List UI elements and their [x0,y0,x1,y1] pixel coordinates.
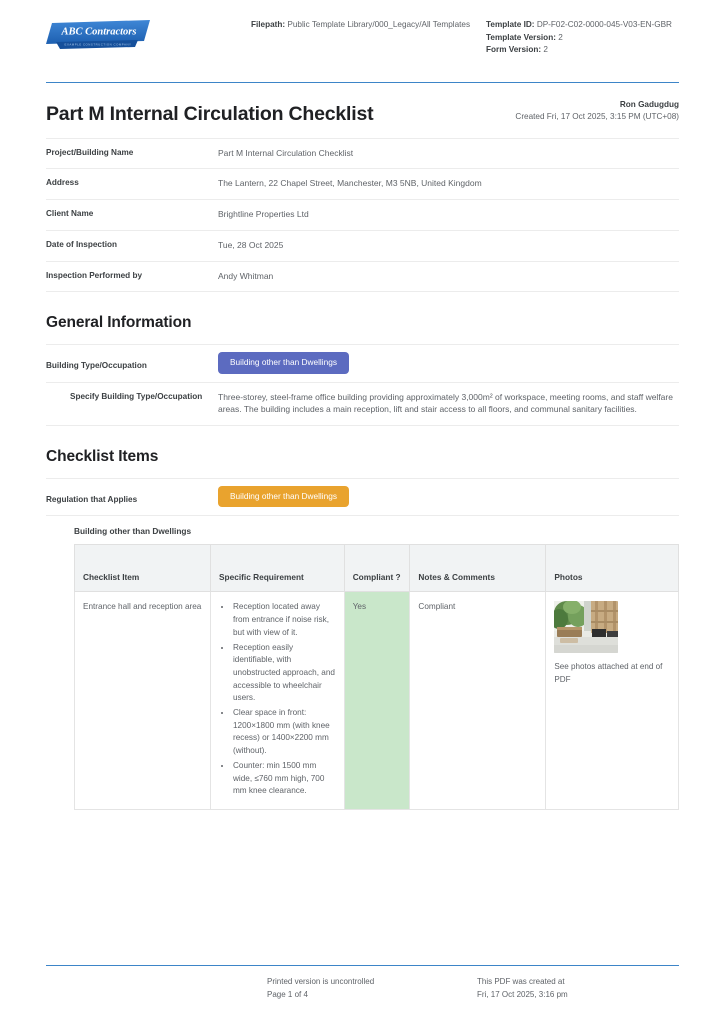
field-label: Address [46,178,79,188]
cell-photos [546,592,679,810]
field-label: Specify Building Type/Occupation [70,391,203,401]
cell-notes-comments: Compliant [410,592,546,810]
pdf-created-label: This PDF was created at [477,977,565,987]
section-heading-general-information: General Information [46,314,192,332]
column-header-notes-comments: Notes & Comments [410,545,546,592]
field-label: Date of Inspection [46,239,117,249]
field-row-specify-building-type [46,383,679,427]
field-value: Three-storey, steel-frame office building providing approximately 3,000m² of workspace, meeting rooms, and staff welfare areas. The building includes a main reception, lift and stair access to all floors, and communal sanitary facilities. [218,391,673,415]
requirement-item: • Reception located away from entrance if noise risk, but with view of it. [232,601,336,639]
reception-photo-image [554,601,618,653]
template-meta-block [476,16,679,57]
footer-print-block [267,976,477,1002]
cell-compliant-answer: Yes [344,592,410,810]
template-id-value: DP-F02-C02-0000-045-V03-EN-GBR [536,20,672,29]
filepath-label: Filepath: [251,20,286,29]
column-header-checklist-item: Checklist Item [75,545,211,592]
field-row-inspection-performed-by [46,262,679,293]
footer-divider [46,965,679,966]
field-label: Regulation that Applies [46,494,138,504]
column-header-photos: Photos [546,545,679,592]
template-id-row [486,19,679,32]
form-version-value: 2 [543,45,548,55]
filepath-block [251,16,476,32]
author-name: Ron Gadugdug [619,100,679,109]
column-header-specific-requirement: Specific Requirement [210,545,344,592]
photo-thumbnail [554,601,618,653]
requirement-item: • Clear space in front: 1200×1800 mm (with knee recess) or 1400×2200 mm (without). [232,707,336,758]
cell-checklist-item: Entrance hall and reception area [75,592,211,810]
template-version-label: Template Version: [486,32,556,42]
field-label: Inspection Performed by [46,270,142,280]
checklist-table [74,544,679,810]
column-header-compliant: Compliant ? [344,545,410,592]
document-footer [46,965,679,1002]
checklist-table-wrap [46,544,679,810]
created-timestamp: Created Fri, 17 Oct 2025, 3:15 PM (UTC+08) [515,112,679,122]
title-block [46,83,679,126]
page-number: Page 1 of 4 [267,990,308,1000]
field-value: Part M Internal Circulation Checklist [218,147,354,158]
template-id-label: Template ID: [486,20,535,29]
table-row [75,592,679,810]
printed-version-notice: Printed version is uncontrolled [267,977,375,987]
section-heading-checklist-items: Checklist Items [46,448,159,466]
created-block [515,99,679,126]
abc-contractors-logo-icon [46,20,150,50]
filepath-value: Public Template Library/000_Legacy/All Templates [287,20,471,29]
svg-text:ABC Contractors: ABC Contractors [61,26,137,38]
field-row-regulation-that-applies [46,478,679,516]
summary-field-list [46,138,679,293]
field-row-client-name [46,200,679,231]
requirement-list [219,601,336,798]
field-value: The Lantern, 22 Chapel Street, Manchester, M3 5NB, United Kingdom [218,178,482,189]
field-value: Tue, 28 Oct 2025 [218,239,284,250]
requirement-item: • Counter: min 1500 mm wide, ≤760 mm high, 700 mm knee clearance. [232,760,336,798]
field-label: Project/Building Name [46,147,134,157]
footer-created-block [477,976,679,1002]
form-version-label: Form Version: [486,45,542,55]
cell-specific-requirement [210,592,344,810]
field-label: Building Type/Occupation [46,360,147,370]
requirement-item: • Reception easily identifiable, with unobstructed approach, and accessible to wheelchair users. [232,642,336,706]
company-logo [46,16,251,50]
pdf-created-timestamp: Fri, 17 Oct 2025, 3:16 pm [477,990,568,1000]
field-row-building-type-occupation [46,344,679,382]
form-version-row [486,44,679,57]
field-value: Brightline Properties Ltd [218,209,309,220]
page-title: Part M Internal Circulation Checklist [46,102,374,125]
field-row-project-building-name [46,138,679,170]
svg-text:EXAMPLE CONSTRUCTION COMPANY: EXAMPLE CONSTRUCTION COMPANY [64,42,132,47]
status-badge-regulation: Building other than Dwellings [218,486,349,507]
field-label: Client Name [46,209,94,219]
photo-caption: See photos attached at end of PDF [554,662,663,684]
checklist-subgroup-label: Building other than Dwellings [74,526,192,537]
field-row-date-of-inspection [46,231,679,262]
footer-spacer [46,976,267,1002]
table-header-row [75,545,679,592]
field-value: Andy Whitman [218,270,274,281]
field-row-address [46,169,679,200]
template-version-value: 2 [558,32,563,42]
status-badge-building-type: Building other than Dwellings [218,352,349,373]
template-version-row [486,32,679,45]
document-header [46,0,679,72]
